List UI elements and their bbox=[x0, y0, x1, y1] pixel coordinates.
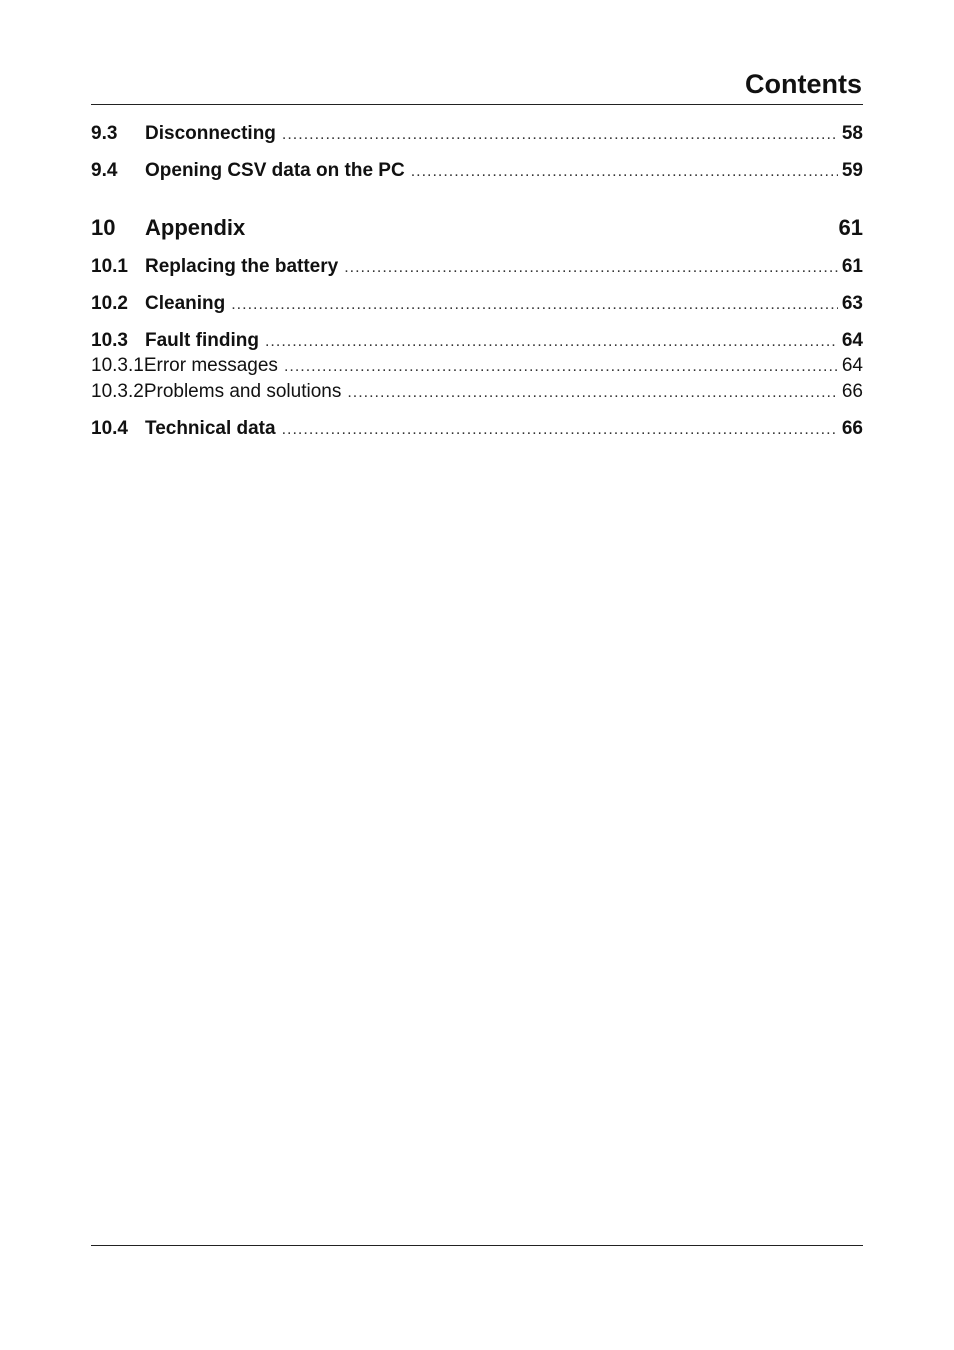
toc-dot-leader bbox=[347, 384, 838, 402]
toc-entry-10-1[interactable] bbox=[91, 256, 863, 278]
toc-entry-number: 10.4 bbox=[91, 418, 128, 439]
toc-entry-10-4[interactable] bbox=[91, 418, 863, 440]
toc-entry-number: 10.1 bbox=[91, 256, 128, 277]
toc-entry-page: 58 bbox=[841, 123, 863, 144]
toc-entry-number: 9.3 bbox=[91, 123, 118, 144]
toc-entry-page: 64 bbox=[841, 330, 863, 351]
toc-entry-page: 61 bbox=[841, 256, 863, 277]
toc-dot-leader bbox=[282, 126, 838, 144]
toc-dot-leader bbox=[231, 296, 838, 314]
toc-entry-title: Disconnecting bbox=[145, 123, 276, 144]
toc-entry-number: 10.3.2 bbox=[91, 381, 144, 402]
toc-entry-number: 9.4 bbox=[91, 160, 118, 181]
toc-dot-leader bbox=[411, 163, 838, 181]
toc-entry-page: 59 bbox=[841, 160, 863, 181]
toc-entry-title: Problems and solutions bbox=[143, 381, 342, 402]
toc-entry-page: 64 bbox=[841, 355, 863, 376]
toc-entry-10-3[interactable] bbox=[91, 330, 863, 352]
toc-entry-title: Opening CSV data on the PC bbox=[145, 160, 405, 181]
page-title: Contents bbox=[745, 69, 862, 99]
footer-divider bbox=[91, 1245, 863, 1246]
toc-entry-page: 63 bbox=[841, 293, 863, 314]
toc-entry-title: Fault finding bbox=[145, 330, 259, 351]
toc-entry-page: 66 bbox=[841, 418, 863, 439]
toc-dot-leader bbox=[344, 259, 838, 277]
toc-dot-leader bbox=[265, 333, 838, 351]
toc-chapter-page: 61 bbox=[838, 215, 863, 240]
toc-entry-title: Error messages bbox=[143, 355, 278, 376]
table-of-contents bbox=[91, 0, 863, 1350]
toc-entry-page: 66 bbox=[841, 381, 863, 402]
toc-entry-9-4[interactable] bbox=[91, 160, 863, 182]
toc-entry-number: 10.3.1 bbox=[91, 355, 144, 376]
toc-entry-10-2[interactable] bbox=[91, 293, 863, 315]
toc-entry-title: Replacing the battery bbox=[145, 256, 339, 277]
toc-entry-10-3-2[interactable] bbox=[91, 381, 863, 403]
toc-entry-number: 10.2 bbox=[91, 293, 128, 314]
toc-chapter-title: Appendix bbox=[145, 215, 246, 240]
toc-dot-leader bbox=[284, 358, 838, 376]
toc-entry-number: 10.3 bbox=[91, 330, 128, 351]
toc-chapter-10[interactable] bbox=[91, 215, 863, 241]
toc-entry-title: Cleaning bbox=[145, 293, 226, 314]
toc-entry-title: Technical data bbox=[145, 418, 276, 439]
toc-dot-leader bbox=[282, 421, 838, 439]
toc-entry-10-3-1[interactable] bbox=[91, 355, 863, 377]
toc-entry-9-3[interactable] bbox=[91, 123, 863, 145]
toc-chapter-number: 10 bbox=[91, 215, 116, 240]
